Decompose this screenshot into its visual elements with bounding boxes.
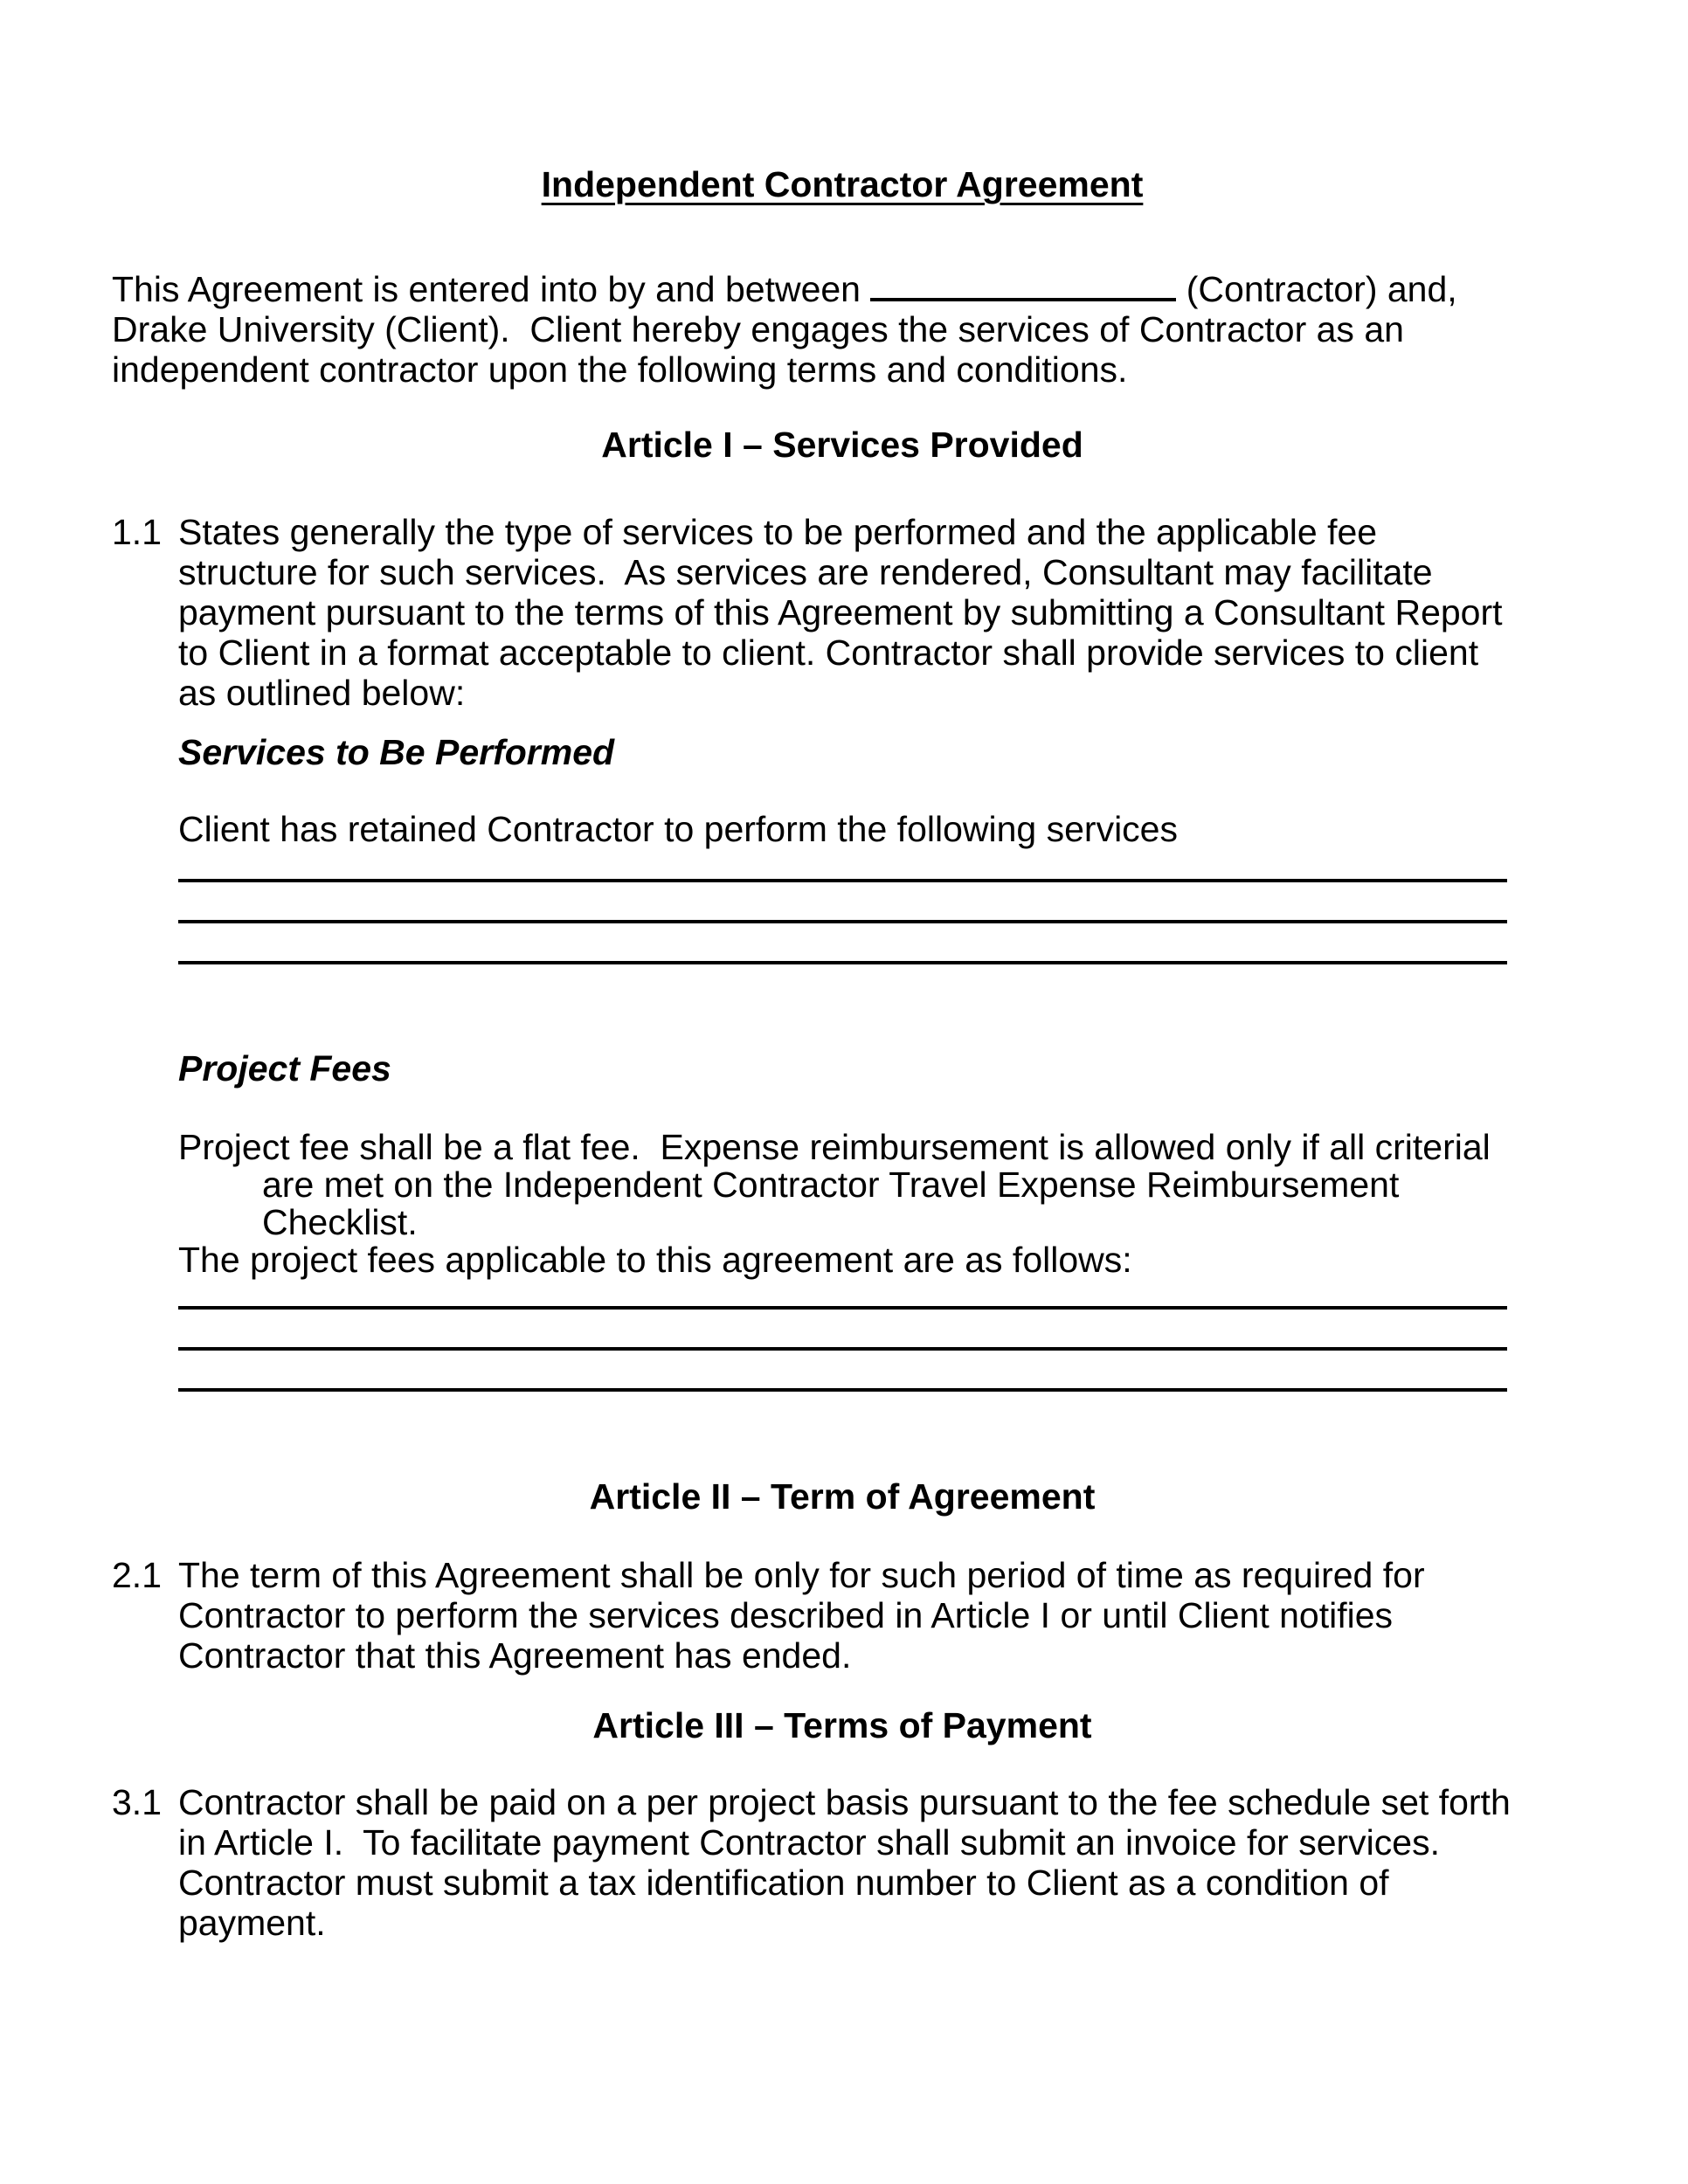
project-fees-heading: Project Fees — [178, 1048, 391, 1089]
section-3-1-line: Contractor must submit a tax identification number to Client as a condition of — [178, 1863, 1389, 1903]
fill-in-line — [178, 849, 1507, 882]
document-title: Independent Contractor Agreement — [541, 164, 1144, 204]
section-3-1-line: payment. — [178, 1903, 326, 1943]
project-fees-paragraph — [178, 1129, 1573, 1279]
fill-in-line — [178, 1279, 1507, 1310]
section-1-1-line: States generally the type of services to be performed and the applicable fee — [178, 512, 1378, 552]
fill-in-line — [178, 1310, 1507, 1351]
services-retained-line: Client has retained Contractor to perform the following services — [178, 809, 1178, 849]
section-3-1-line: in Article I. To facilitate payment Contractor shall submit an invoice for services. — [178, 1822, 1440, 1863]
project-fees-line: Project fee shall be a flat fee. Expense reimbursement is allowed only if all criterial — [178, 1127, 1491, 1167]
fill-in-line — [178, 882, 1507, 923]
section-2-1-line: Contractor to perform the services described in Article I or until Client notifies — [178, 1595, 1394, 1635]
intro-line-1-before-blank: This Agreement is entered into by and between — [112, 269, 871, 309]
article-3-heading: Article III – Terms of Payment — [592, 1705, 1092, 1745]
intro-line-1-after-blank: (Contractor) and, — [1176, 269, 1457, 309]
section-1-1-line: payment pursuant to the terms of this Agreement by submitting a Consultant Report — [178, 592, 1503, 632]
project-fees-fill-in-lines — [178, 1279, 1507, 1392]
project-fees-line: are met on the Independent Contractor Travel Expense Reimbursement — [262, 1165, 1400, 1205]
project-fees-line: The project fees applicable to this agreement are as follows: — [178, 1240, 1132, 1280]
section-1-1 — [112, 512, 1573, 713]
section-2-1-body — [178, 1555, 1573, 1676]
intro-line-2: Drake University (Client). Client hereby engages the services of Contractor as an — [112, 309, 1404, 349]
project-fees-line: Checklist. — [262, 1202, 418, 1242]
services-fill-in-lines — [178, 849, 1507, 964]
section-2-1-line: The term of this Agreement shall be only for such period of time as required for — [178, 1555, 1425, 1595]
section-3-1-body — [178, 1782, 1573, 1943]
fill-in-line — [178, 1351, 1507, 1392]
intro-paragraph — [112, 269, 1573, 390]
contractor-name-blank — [870, 298, 1176, 301]
section-1-1-line: structure for such services. As services are rendered, Consultant may facilitate — [178, 552, 1433, 592]
section-1-1-line: as outlined below: — [178, 673, 466, 713]
section-1-1-line: to Client in a format acceptable to client. Contractor shall provide services to client — [178, 632, 1479, 673]
services-to-be-performed-heading: Services to Be Performed — [178, 732, 615, 772]
section-1-1-body — [178, 512, 1573, 713]
section-1-1-number: 1.1 — [112, 512, 162, 552]
section-2-1 — [112, 1555, 1573, 1676]
intro-line-1 — [112, 269, 1573, 309]
section-3-1 — [112, 1782, 1573, 1943]
section-3-1-line: Contractor shall be paid on a per project basis pursuant to the fee schedule set forth — [178, 1782, 1511, 1822]
article-2-heading: Article II – Term of Agreement — [589, 1476, 1096, 1517]
intro-line-3: independent contractor upon the following terms and conditions. — [112, 349, 1128, 390]
section-2-1-number: 2.1 — [112, 1555, 162, 1595]
section-3-1-number: 3.1 — [112, 1782, 162, 1822]
section-2-1-line: Contractor that this Agreement has ended. — [178, 1635, 852, 1676]
fill-in-line — [178, 923, 1507, 964]
article-1-heading: Article I – Services Provided — [601, 425, 1083, 465]
